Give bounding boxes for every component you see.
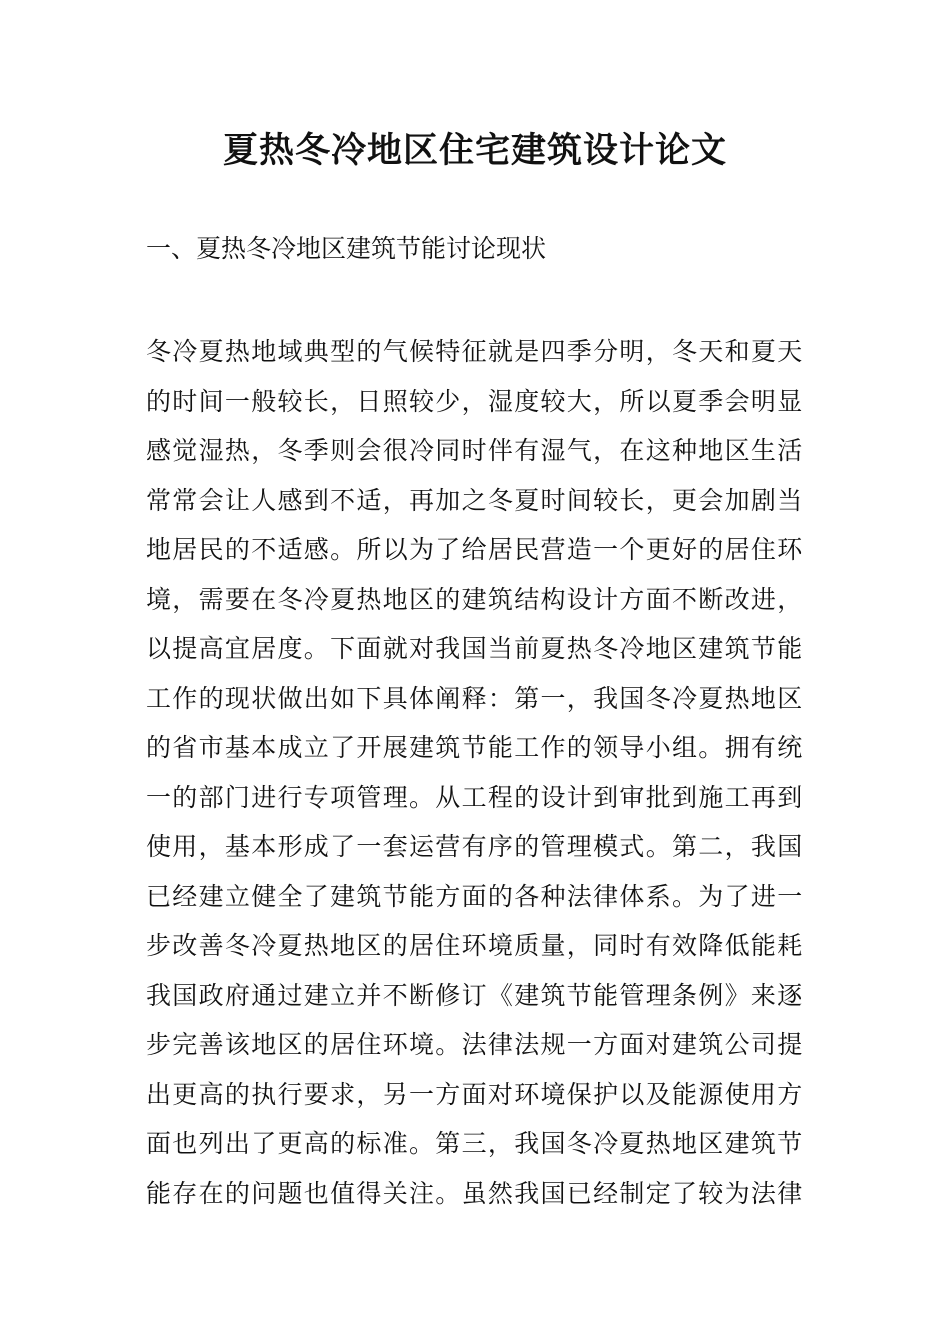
paragraph-line: 一的部门进行专项管理。从工程的设计到审批到施工再到 xyxy=(146,782,804,812)
paragraph-line: 的时间一般较长，日照较少，湿度较大，所以夏季会明显 xyxy=(146,386,804,416)
paragraph-line: 以提高宜居度。下面就对我国当前夏热冬冷地区建筑节能 xyxy=(146,634,804,663)
paragraph-line: 冬冷夏热地域典型的气候特征就是四季分明，冬天和夏天 xyxy=(146,337,804,366)
document-title: 夏热冬冷地区住宅建筑设计论文 xyxy=(222,130,727,171)
paragraph-line: 出更高的执行要求，另一方面对环境保护以及能源使用方 xyxy=(146,1079,804,1109)
paragraph-line: 的省市基本成立了开展建筑节能工作的领导小组。拥有统 xyxy=(146,733,804,762)
paragraph-line: 境，需要在冬冷夏热地区的建筑结构设计方面不断改进， xyxy=(146,584,804,614)
paragraph-line: 地居民的不适感。所以为了给居民营造一个更好的居住环 xyxy=(146,535,804,564)
paragraph-line: 已经建立健全了建筑节能方面的各种法律体系。为了进一 xyxy=(146,881,804,911)
body-paragraph xyxy=(146,327,816,1218)
paragraph-line: 使用，基本形成了一套运营有序的管理模式。第二，我国 xyxy=(146,832,804,861)
paragraph-line: 能存在的问题也值得关注。虽然我国已经制定了较为法律 xyxy=(146,1178,804,1208)
paragraph-line: 步完善该地区的居住环境。法律法规一方面对建筑公司提 xyxy=(146,1030,804,1059)
paragraph-line: 面也列出了更高的标准。第三，我国冬冷夏热地区建筑节 xyxy=(146,1129,804,1158)
paragraph-line: 感觉湿热，冬季则会很冷同时伴有湿气，在这种地区生活 xyxy=(146,436,804,465)
paragraph-line: 我国政府通过建立并不断修订《建筑节能管理条例》来逐 xyxy=(146,980,804,1010)
section-heading: 一、夏热冬冷地区建筑节能讨论现状 xyxy=(146,234,547,263)
paragraph-line: 常常会让人感到不适，再加之冬夏时间较长，更会加剧当 xyxy=(146,485,804,515)
paragraph-line: 工作的现状做出如下具体阐释：第一，我国冬冷夏热地区 xyxy=(146,683,804,713)
paragraph-line: 步改善冬冷夏热地区的居住环境质量，同时有效降低能耗 xyxy=(146,931,804,960)
